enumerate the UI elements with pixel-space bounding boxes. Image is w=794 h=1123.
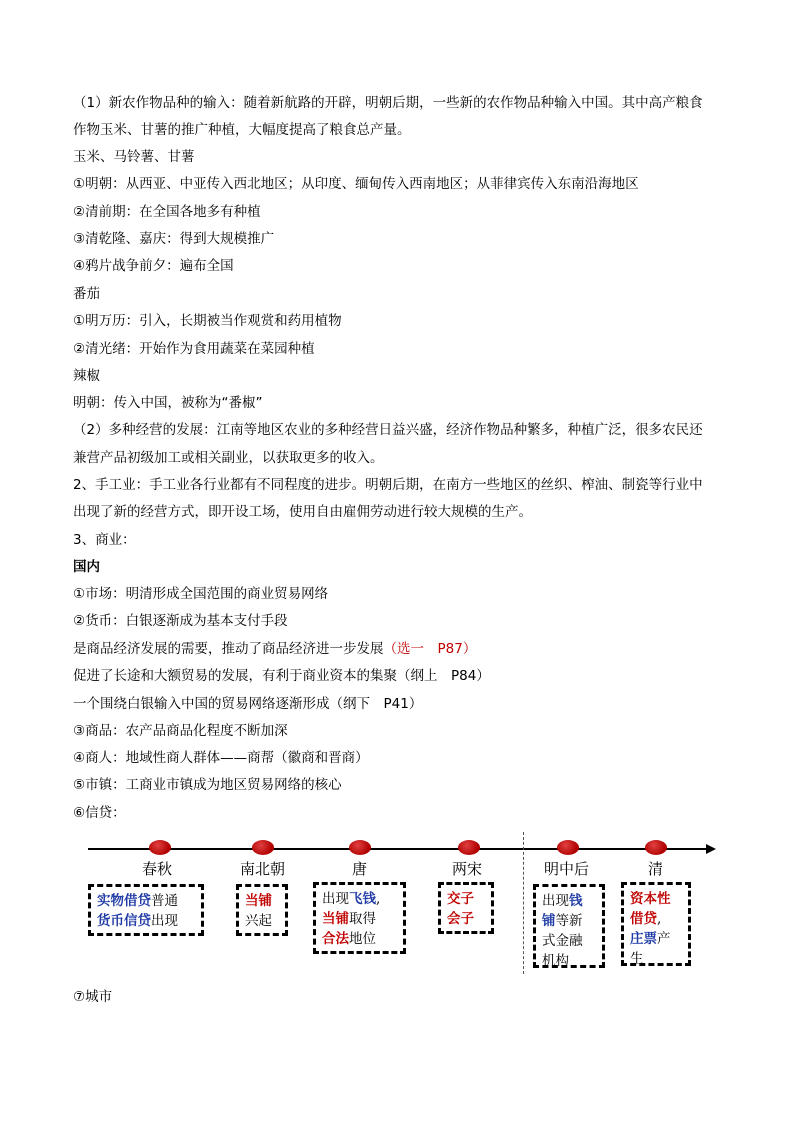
note-text: 机构 [542, 953, 569, 969]
highlight-term: 资本性 [630, 891, 671, 907]
paragraph-line: ④商人：地域性商人群体——商帮（徽商和晋商） [73, 750, 369, 766]
highlight-term: 铺 [542, 913, 556, 929]
note-text: 出现 [322, 891, 349, 907]
paragraph-line: （2）多种经营的发展：江南等地区农业的多种经营日益兴盛，经济作物品种繁多，种植广泛，很多农民还 [73, 422, 703, 438]
timeline-dot [349, 840, 371, 855]
section-heading: 国内 [73, 559, 100, 575]
paragraph-line: 辣椒 [73, 368, 100, 384]
paragraph-line: ②清前期：在全国各地多有种植 [73, 204, 261, 220]
timeline-dot [149, 840, 171, 855]
note-text: 生 [630, 951, 644, 967]
era-label: 春秋 [142, 860, 173, 878]
paragraph-line: ①明朝：从西亚、中亚传入西北地区；从印度、缅甸传入西南地区；从菲律宾传入东南沿海地区 [73, 176, 639, 192]
timeline-arrowhead [706, 844, 716, 854]
highlight-term: 交子 [447, 891, 474, 907]
era-label: 两宋 [452, 860, 483, 878]
paragraph-line: 明朝：传入中国，被称为“番椒” [73, 395, 263, 411]
paragraph-line: ⑤市镇：工商业市镇成为地区贸易网络的核心 [73, 777, 342, 793]
note-text: , [376, 891, 381, 907]
highlight-term: 飞钱 [349, 891, 376, 907]
note-text: 取得 [349, 911, 376, 927]
era-note-box [313, 882, 406, 954]
note-text: 兴起 [245, 913, 272, 929]
highlight-term: 借贷 [630, 911, 657, 927]
era-label: 明中后 [544, 860, 590, 878]
timeline-divider [523, 832, 524, 974]
paragraph-line: ②清光绪：开始作为食用蔬菜在菜园种植 [73, 341, 315, 357]
era-note-box [621, 882, 691, 966]
highlight-term: 会子 [447, 911, 474, 927]
paragraph-line: 3、商业： [73, 532, 136, 548]
paragraph-line: 作物玉米、甘薯的推广种植，大幅度提高了粮食总产量。 [73, 122, 411, 138]
era-note-box [438, 882, 494, 934]
note-text: 产 [657, 931, 671, 947]
paragraph-line: ①市场：明清形成全国范围的商业贸易网络 [73, 586, 329, 602]
paragraph-line: ③清乾隆、嘉庆：得到大规模推广 [73, 231, 275, 247]
paragraph-line: 促进了长途和大额贸易的发展，有利于商业资本的集聚（纲上 P84） [73, 668, 490, 684]
line-text: 是商品经济发展的需要，推动了商品经济进一步发展 [73, 641, 384, 657]
paragraph-line: ⑦城市 [73, 989, 113, 1005]
paragraph-line: ⑥信贷： [73, 805, 126, 821]
note-text: 等新 [555, 913, 583, 929]
timeline-dot [557, 840, 579, 855]
paragraph-line: 玉米、马铃薯、甘薯 [73, 149, 195, 165]
highlight-term: 钱 [569, 893, 583, 909]
era-note-box [533, 884, 605, 968]
highlight-term: 实物借贷 [97, 893, 151, 909]
era-note-box [236, 884, 288, 936]
note-text: 出现 [542, 893, 569, 909]
page-reference: （选一 P87） [383, 641, 477, 657]
paragraph-line [73, 640, 476, 658]
paragraph-line: 番茄 [73, 286, 100, 302]
paragraph-line: ③商品：农产品商品化程度不断加深 [73, 723, 288, 739]
paragraph-line: ④鸦片战争前夕：遍布全国 [73, 258, 234, 274]
era-label: 唐 [352, 860, 368, 878]
timeline-dot [458, 840, 480, 855]
highlight-term: 合法 [322, 931, 349, 947]
paragraph-line: 2、手工业：手工业各行业都有不同程度的进步。明朝后期，在南方一些地区的丝织、榨油、制瓷等行业中 [73, 477, 703, 493]
era-note-box [88, 884, 204, 936]
paragraph-line: 兼营产品初级加工或相关副业，以获取更多的收入。 [73, 450, 384, 466]
paragraph-line: ②货币：白银逐渐成为基本支付手段 [73, 613, 288, 629]
paragraph-line: （1）新农作物品种的输入：随着新航路的开辟，明朝后期，一些新的农作物品种输入中国。其中高产粮食 [73, 95, 703, 111]
note-text: 地位 [349, 931, 376, 947]
timeline-axis [88, 848, 708, 850]
timeline-dot [252, 840, 274, 855]
era-label: 南北朝 [240, 860, 286, 878]
paragraph-line: 出现了新的经营方式，即开设工场，使用自由雇佣劳动进行较大规模的生产。 [73, 504, 532, 520]
note-text: 普通 [151, 893, 178, 909]
note-text: 式金融 [542, 933, 583, 949]
paragraph-line: ①明万历：引入，长期被当作观赏和药用植物 [73, 313, 342, 329]
highlight-term: 当铺 [245, 893, 272, 909]
era-label: 清 [648, 860, 664, 878]
paragraph-line: 一个围绕白银输入中国的贸易网络逐渐形成（纲下 P41） [73, 696, 423, 712]
note-text: 出现 [151, 913, 178, 929]
highlight-term: 货币信贷 [97, 913, 151, 929]
note-text: , [657, 911, 662, 927]
highlight-term: 当铺 [322, 911, 349, 927]
timeline-dot [645, 840, 667, 855]
highlight-term: 庄票 [630, 931, 657, 947]
